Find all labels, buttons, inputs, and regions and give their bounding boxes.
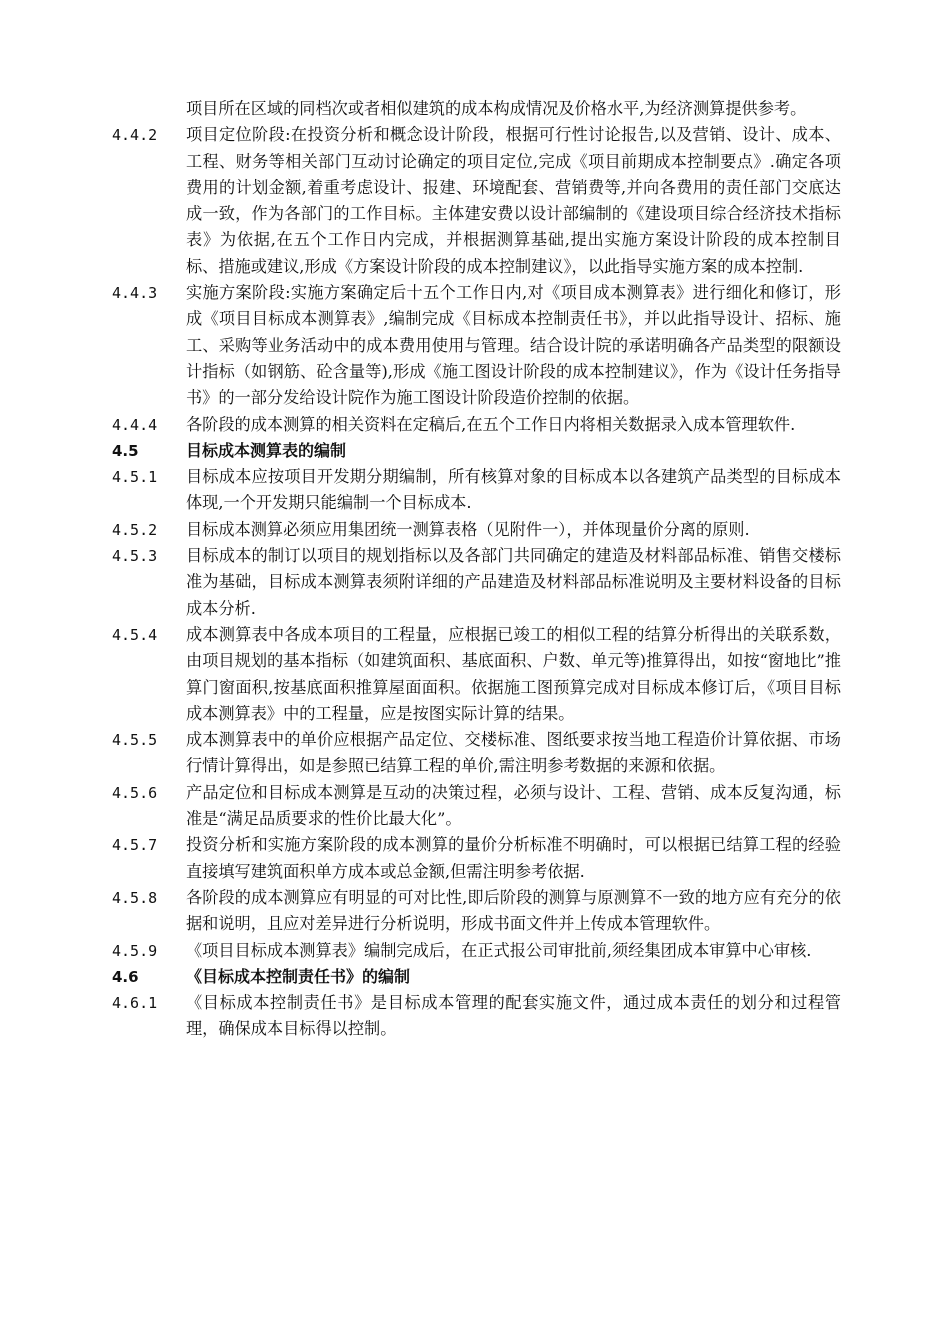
section-paragraph — [0, 938, 950, 964]
section-paragraph — [0, 622, 950, 727]
section-number: 4.6 — [112, 967, 139, 986]
section-number: 4.5.4 — [112, 625, 158, 644]
section-number: 4.5.9 — [112, 941, 158, 960]
document-page — [0, 96, 950, 1043]
section-list — [0, 122, 950, 1042]
section-paragraph — [0, 464, 950, 517]
section-number: 4.5.6 — [112, 783, 158, 802]
section-paragraph — [0, 543, 950, 622]
heading-text: 目标成本测算表的编制 — [186, 440, 347, 460]
paragraph-text: 各阶段的成本测算应有明显的可对比性,即后阶段的测算与原测算不一致的地方应有充分的依据和说明，且应对差异进行分析说明，形成书面文件并上传成本管理软件。 — [186, 887, 841, 934]
paragraph-text: 各阶段的成本测算的相关资料在定稿后,在五个工作日内将相关数据录入成本管理软件. — [186, 414, 796, 434]
paragraph-text: 《目标成本控制责任书》是目标成本管理的配套实施文件，通过成本责任的划分和过程管理，确保成本目标得以控制。 — [186, 993, 841, 1039]
continuation-paragraph — [0, 96, 950, 122]
paragraph-text: 实施方案阶段:实施方案确定后十五个工作日内,对《项目成本测算表》进行细化和修订，形成《项目目标成本测算表》,编制完成《目标成本控制责任书》，并以此指导设计、招标、施工、采购等业务活动中的成本费用使用与管理。结合设计院的承诺明确各产品类型的限额设计指标（如钢筋、砼含量等),形成《施工图设计阶段的成本控制建议》，作为《设计任务指导书》的一部分发给设计院作为施工图设计阶段造价控制的依据。 — [186, 283, 841, 408]
section-paragraph — [0, 280, 950, 411]
paragraph-text: 投资分析和实施方案阶段的成本测算的量价分析标准不明确时，可以根据已结算工程的经验直接填写建筑面积单方成本或总金额,但需注明参考依据. — [186, 835, 841, 881]
section-number: 4.6.1 — [112, 994, 158, 1013]
section-paragraph — [0, 832, 950, 885]
section-paragraph — [0, 412, 950, 438]
section-paragraph — [0, 727, 950, 780]
paragraph-text: 成本测算表中各成本项目的工程量，应根据已竣工的相似工程的结算分析得出的关联系数，由项目规划的基本指标（如建筑面积、基底面积、户数、单元等)推算得出，如按“窗地比”推算门窗面积,按基底面积推算屋面面积。依据施工图预算完成对目标成本修订后，《项目目标成本测算表》中的工程量，应是按图实际计算的结果。 — [186, 624, 841, 723]
section-heading — [0, 964, 950, 990]
paragraph-text: 成本测算表中的单价应根据产品定位、交楼标准、图纸要求按当地工程造价计算依据、市场行情计算得出，如是参照已结算工程的单价,需注明参考数据的来源和依据。 — [186, 730, 841, 776]
paragraph-text: 项目定位阶段:在投资分析和概念设计阶段，根据可行性讨论报告,以及营销、设计、成本、工程、财务等相关部门互动讨论确定的项目定位,完成《项目前期成本控制要点》.确定各项费用的计划金额,着重考虑设计、报建、环境配套、营销费等,并向各费用的责任部门交底达成一致，作为各部门的工作目标。主体建安费以设计部编制的《建设项目综合经济技术指标表》为依据,在五个工作日内完成，并根据测算基础,提出实施方案设计阶段的成本控制目标、措施或建议,形成《方案设计阶段的成本控制建议》，以此指导实施方案的成本控制. — [186, 125, 841, 276]
section-number: 4.5.2 — [112, 520, 158, 539]
section-paragraph — [0, 990, 950, 1043]
section-number: 4.5.8 — [112, 888, 158, 907]
paragraph-text: 产品定位和目标成本测算是互动的决策过程，必须与设计、工程、营销、成本反复沟通，标准是“满足品质要求的性价比最大化”。 — [186, 782, 841, 829]
section-paragraph — [0, 885, 950, 938]
section-paragraph — [0, 122, 950, 280]
section-heading — [0, 438, 950, 464]
section-number: 4.5.3 — [112, 547, 158, 566]
section-paragraph — [0, 517, 950, 543]
paragraph-text: 项目所在区域的同档次或者相似建筑的成本构成情况及价格水平,为经济测算提供参考。 — [186, 99, 807, 118]
section-paragraph — [0, 780, 950, 833]
paragraph-text: 目标成本的制订以项目的规划指标以及各部门共同确定的建造及材料部品标准、销售交楼标准为基础，目标成本测算表须附详细的产品建造及材料部品标准说明及主要材料设备的目标成本分析. — [186, 546, 841, 618]
paragraph-text: 《项目目标成本测算表》编制完成后，在正式报公司审批前,须经集团成本审算中心审核. — [186, 940, 812, 960]
section-number: 4.4.4 — [112, 415, 158, 434]
section-number: 4.5 — [112, 441, 139, 460]
section-number: 4.5.5 — [112, 731, 158, 750]
paragraph-text: 目标成本应按项目开发期分期编制，所有核算对象的目标成本以各建筑产品类型的目标成本体现,一个开发期只能编制一个目标成本. — [186, 467, 841, 513]
paragraph-text: 目标成本测算必须应用集团统一测算表格（见附件一），并体现量价分离的原则. — [186, 519, 750, 539]
section-number: 4.5.1 — [112, 468, 158, 487]
section-number: 4.4.3 — [112, 284, 158, 303]
section-number: 4.4.2 — [112, 126, 158, 145]
heading-text: 《目标成本控制责任书》的编制 — [186, 966, 411, 986]
section-number: 4.5.7 — [112, 836, 158, 855]
